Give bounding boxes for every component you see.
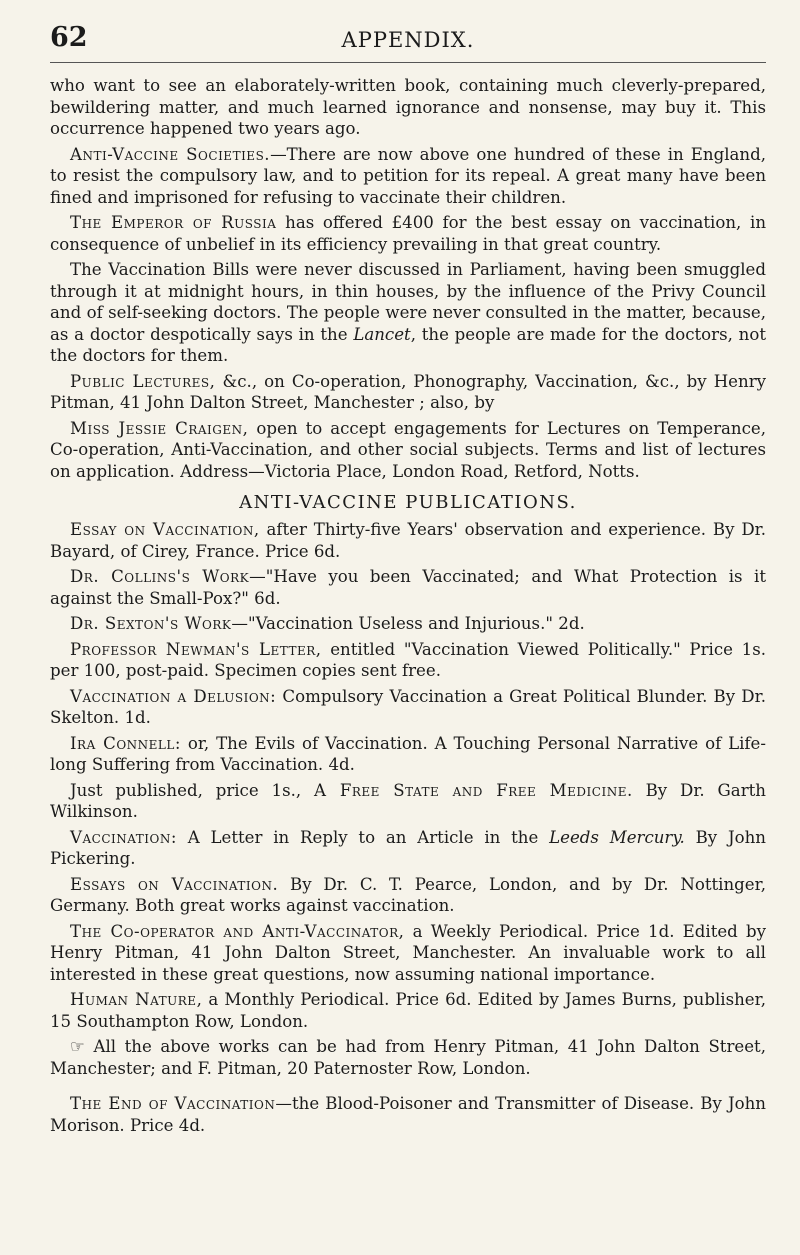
publication-title: Dr. Sexton's Work: [70, 614, 232, 633]
emperor-title: The Emperor of Russia: [70, 213, 277, 232]
spacer: [50, 1083, 766, 1093]
publication-title: Ira Connell:: [70, 733, 181, 753]
publication-text: entitled "Vaccination Viewed Politically." Price 1s. per 100, post-paid. Specimen copies sent free.: [50, 639, 766, 680]
publication-title: Essays on Vaccination.: [70, 874, 279, 894]
bills-text-2: , the people are made for the doctors, not the doctors for them.: [50, 324, 766, 365]
free-state-post: By Dr. Garth Wilkinson.: [50, 780, 766, 821]
publication-title: Essay on Vaccination,: [70, 520, 260, 539]
leeds-text: A Letter in Reply to an Article in the: [176, 827, 550, 847]
craigen-title: Miss Jessie Craigen,: [70, 418, 249, 438]
publication-title: Human Nature,: [70, 990, 203, 1009]
free-state-pre: Just published, price 1s.,: [70, 780, 314, 800]
end-text: —the Blood-Poisoner and Transmitter of Disease. By John Morison. Price 4d.: [50, 1094, 766, 1135]
publication-item: [50, 519, 766, 562]
lectures-title: Public Lectures,: [70, 371, 216, 391]
publication-item: [50, 733, 766, 776]
notice-paragraph: [50, 1036, 766, 1079]
publication-text: or, The Evils of Vaccination. A Touching Personal Narrative of Life-long Suffering from Vaccination. 4d.: [50, 733, 766, 774]
intro-paragraph: who want to see an elaborately-written book, containing much cleverly-prepared, bewildering matter, and much learned ignorance and nonsense, may buy it. This occurrence happened two years ago.: [50, 76, 766, 138]
publication-item: [50, 874, 766, 917]
publication-item: [50, 686, 766, 729]
lancet-title: Lancet: [353, 324, 411, 344]
page-text: [50, 75, 766, 1136]
notice-text: All the above works can be had from Henry Pitman, 41 John Dalton Street, Manchester; and F. Pitman, 20 Paternoster Row, London.: [50, 1037, 766, 1078]
page-header: [50, 22, 766, 63]
publication-text: a Weekly Periodical. Price 1d. Edited by Henry Pitman, 41 John Dalton Street, Manchester. An invaluable work to all interested in these great questions, now assuming national importance.: [50, 921, 766, 984]
leeds-text-2: By John Pickering.: [50, 827, 766, 868]
publication-item: [50, 989, 766, 1032]
lectures-paragraph: [50, 371, 766, 414]
page-number: 62: [50, 22, 88, 53]
craigen-paragraph: [50, 418, 766, 483]
societies-paragraph: [50, 144, 766, 209]
societies-title: Anti-Vaccine Societies.: [70, 144, 271, 164]
publication-title: Dr. Collins's Work: [70, 567, 250, 586]
leeds-title: Vaccination:: [70, 827, 177, 847]
publication-title: Vaccination a Delusion:: [70, 686, 277, 706]
leeds-paragraph: [50, 827, 766, 870]
publication-text: Compulsory Vaccination a Great Political Blunder. By Dr. Skelton. 1d.: [50, 686, 766, 727]
publication-item: [50, 639, 766, 682]
end-paragraph: [50, 1093, 766, 1136]
publication-item: [50, 566, 766, 609]
emperor-text: has offered £400 for the best essay on vaccination, in consequence of unbelief in its efficiency prevailing in that great country.: [50, 213, 767, 254]
societies-text: —There are now above one hundred of these in England, to resist the compulsory law, and to petition for its repeal. A great many have been fined and imprisoned for refusing to vaccinate their children.: [50, 144, 766, 207]
publications-title: ANTI-VACCINE PUBLICATIONS.: [239, 492, 577, 513]
free-state-paragraph: [50, 780, 766, 823]
publication-text: —"Vaccination Useless and Injurious." 2d.: [231, 614, 585, 633]
running-head: APPENDIX.: [341, 28, 475, 52]
free-state-title: A Free State and Free Medicine.: [314, 780, 633, 800]
publication-text: after Thirty-five Years' observation and experience. By Dr. Bayard, of Cirey, France. Price 6d.: [50, 520, 767, 561]
bills-paragraph: [50, 259, 766, 367]
pointing-hand-icon: ☞: [70, 1037, 85, 1056]
craigen-text: open to accept engagements for Lectures on Temperance, Co-operation, Anti-Vaccination, and other social subjects. Terms and list of lectures on application. Address—Victoria Place, London Road, Retford, Notts.: [50, 418, 766, 481]
publication-item: [50, 613, 766, 635]
emperor-paragraph: [50, 212, 766, 255]
end-title: The End of Vaccination: [70, 1094, 276, 1113]
book-page: [50, 22, 766, 1140]
lectures-text: &c., on Co-operation, Phonography, Vaccination, &c., by Henry Pitman, 41 John Dalton Street, Manchester ; also, by: [50, 371, 766, 412]
leeds-mercury-title: Leeds Mercury.: [549, 827, 685, 847]
publication-text: a Monthly Periodical. Price 6d. Edited by James Burns, publisher, 15 Southampton Row, London.: [50, 990, 766, 1031]
publication-text: By Dr. C. T. Pearce, London, and by Dr. Nottinger, Germany. Both great works against vaccination.: [50, 874, 766, 915]
publication-title: The Co-operator and Anti-Vaccinator,: [70, 921, 405, 941]
bills-text-1: The Vaccination Bills were never discussed in Parliament, having been smuggled through it at midnight hours, in thin houses, by the influence of the Privy Council and of self-seeking doctors. The people were never consulted in the matter, because, as a doctor despotically says in the: [50, 260, 766, 344]
publication-item: [50, 921, 766, 986]
publication-text: —"Have you been Vaccinated; and What Protection is it against the Small-Pox?" 6d.: [50, 567, 766, 608]
publication-title: Professor Newman's Letter,: [70, 639, 322, 659]
